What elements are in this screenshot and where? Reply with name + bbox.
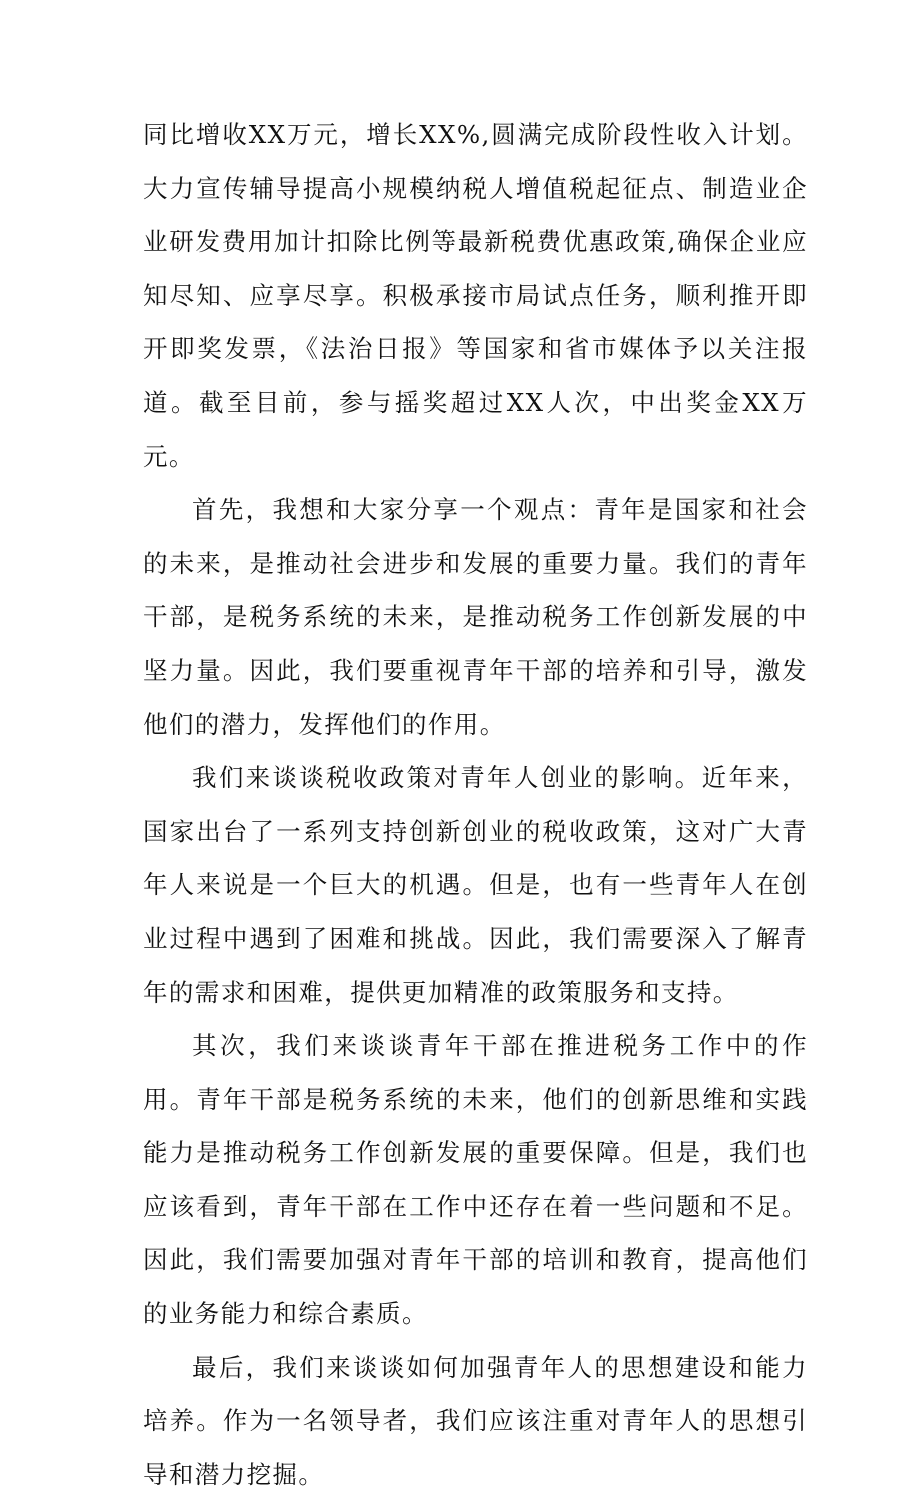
paragraph-ideological-building: 最后，我们来谈谈如何加强青年人的思想建设和能力培养。作为一名领导者，我们应该注重对青年人的思想引导和潜力挖掘。 [143, 1352, 808, 1489]
paragraph-youth-future: 首先，我想和大家分享一个观点：青年是国家和社会的未来，是推动社会进步和发展的重要力量。我们的青年干部，是税务系统的未来，是推动税务工作创新发展的中坚力量。因此，我们要重视青年干部的培养和引导，激发他们的潜力，发挥他们的作用。 [143, 495, 808, 739]
paragraph-tax-policy-entrepreneurship: 我们来谈谈税收政策对青年人创业的影响。近年来，国家出台了一系列支持创新创业的税收政策，这对广大青年人来说是一个巨大的机遇。但是，也有一些青年人在创业过程中遇到了困难和挑战。因此，我们需要深入了解青年的需求和困难，提供更加精准的政策服务和支持。 [143, 763, 808, 1007]
paragraph-young-cadres-role: 其次，我们来谈谈青年干部在推进税务工作中的作用。青年干部是税务系统的未来，他们的创新思维和实践能力是推动税务工作创新发展的重要保障。但是，我们也应该看到，青年干部在工作中还存在着一些问题和不足。因此，我们需要加强对青年干部的培训和教育，提高他们的业务能力和综合素质。 [143, 1031, 808, 1329]
paragraph-continuation: 同比增收XX万元，增长XX%,圆满完成阶段性收入计划。大力宣传辅导提高小规模纳税人增值税起征点、制造业企业研发费用加计扣除比例等最新税费优惠政策,确保企业应知尽知、应享尽享。积极承接市局试点任务，顺利推开即开即奖发票，《法治日报》等国家和省市媒体予以关注报道。截至目前，参与摇奖超过XX人次，中出奖金XX万元。 [143, 120, 808, 471]
document-body [143, 108, 808, 1501]
